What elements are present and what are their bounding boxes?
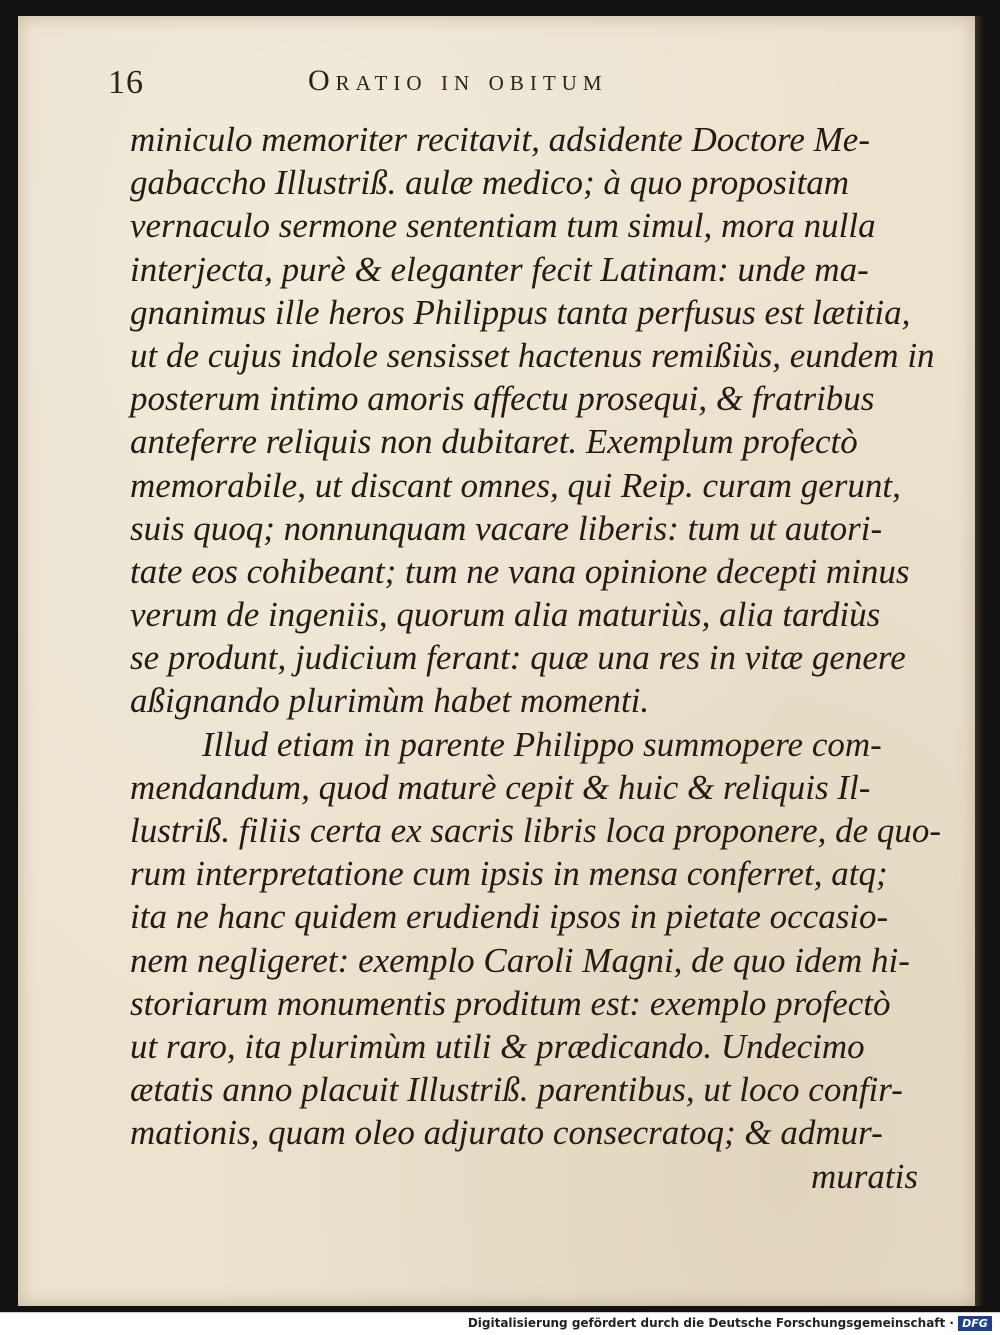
- page-edge-shadow: [975, 16, 985, 1306]
- text-line: gabaccho Illustriß. aulæ medico; à quo propositam: [130, 163, 850, 203]
- text-line: ita ne hanc quidem erudiendi ipsos in pietate occasio-: [130, 897, 889, 937]
- text-line: miniculo memoriter recitavit, adsidente Doctore Me-: [130, 120, 870, 159]
- running-title: Oratio in obitum: [308, 64, 608, 97]
- paragraph-start-line: Illud etiam in parente Philippo summopere com-: [202, 724, 882, 764]
- catchword: muratis: [811, 1156, 918, 1196]
- body-text: [130, 118, 942, 1198]
- text-line: mendandum, quod maturè cepit & huic & reliquis Il-: [130, 767, 871, 807]
- dfg-logo: DFG: [958, 1316, 992, 1331]
- text-line: ut de cujus indole sensisset hactenus remißiùs, eundem in: [130, 335, 935, 375]
- text-line: interjecta, purè & eleganter fecit Latinam: unde ma-: [130, 249, 869, 289]
- text-line: gnanimus ille heros Philippus tanta perfusus est lætitia,: [130, 292, 911, 332]
- text-line: mationis, quam oleo adjurato consecratoq; & admur-: [130, 1113, 883, 1153]
- text-line: rum interpretatione cum ipsis in mensa conferret, atq;: [130, 854, 888, 894]
- text-line: ætatis anno placuit Illustriß. parentibus, ut loco confir-: [130, 1070, 903, 1110]
- text-line: nem negligeret: exemplo Caroli Magni, de quo idem hi-: [130, 940, 910, 980]
- text-line: se produnt, judicium ferant: quæ una res in vitæ genere: [130, 638, 906, 678]
- text-line: posterum intimo amoris affectu prosequi, & fratribus: [130, 379, 875, 419]
- running-head: [108, 64, 928, 104]
- text-line: tate eos cohibeant; tum ne vana opinione decepti minus: [130, 551, 910, 591]
- text-line: aßignando plurimùm habet momenti.: [130, 681, 650, 721]
- text-line: verum de ingeniis, quorum alia maturiùs, alia tardiùs: [130, 595, 881, 635]
- text-line: ut raro, ita plurimùm utili & prædicando. Undecimo: [130, 1026, 865, 1066]
- funding-credit: Digitalisierung gefördert durch die Deutsche Forschungsgemeinschaft ·: [467, 1316, 954, 1330]
- text-line: vernaculo sermone sententiam tum simul, mora nulla: [130, 206, 876, 246]
- text-line: storiarum monumentis proditum est: exemplo profectò: [130, 983, 891, 1023]
- text-line: lustriß. filiis certa ex sacris libris loca proponere, de quo-: [130, 811, 942, 850]
- text-line: anteferre reliquis non dubitaret. Exemplum profectò: [130, 422, 858, 462]
- footer-bar: [0, 1312, 1000, 1335]
- text-line: memorabile, ut discant omnes, qui Reip. curam gerunt,: [130, 465, 901, 505]
- text-line: suis quoq; nonnunquam vacare liberis: tum ut autori-: [130, 508, 883, 548]
- page-number: 16: [108, 64, 144, 101]
